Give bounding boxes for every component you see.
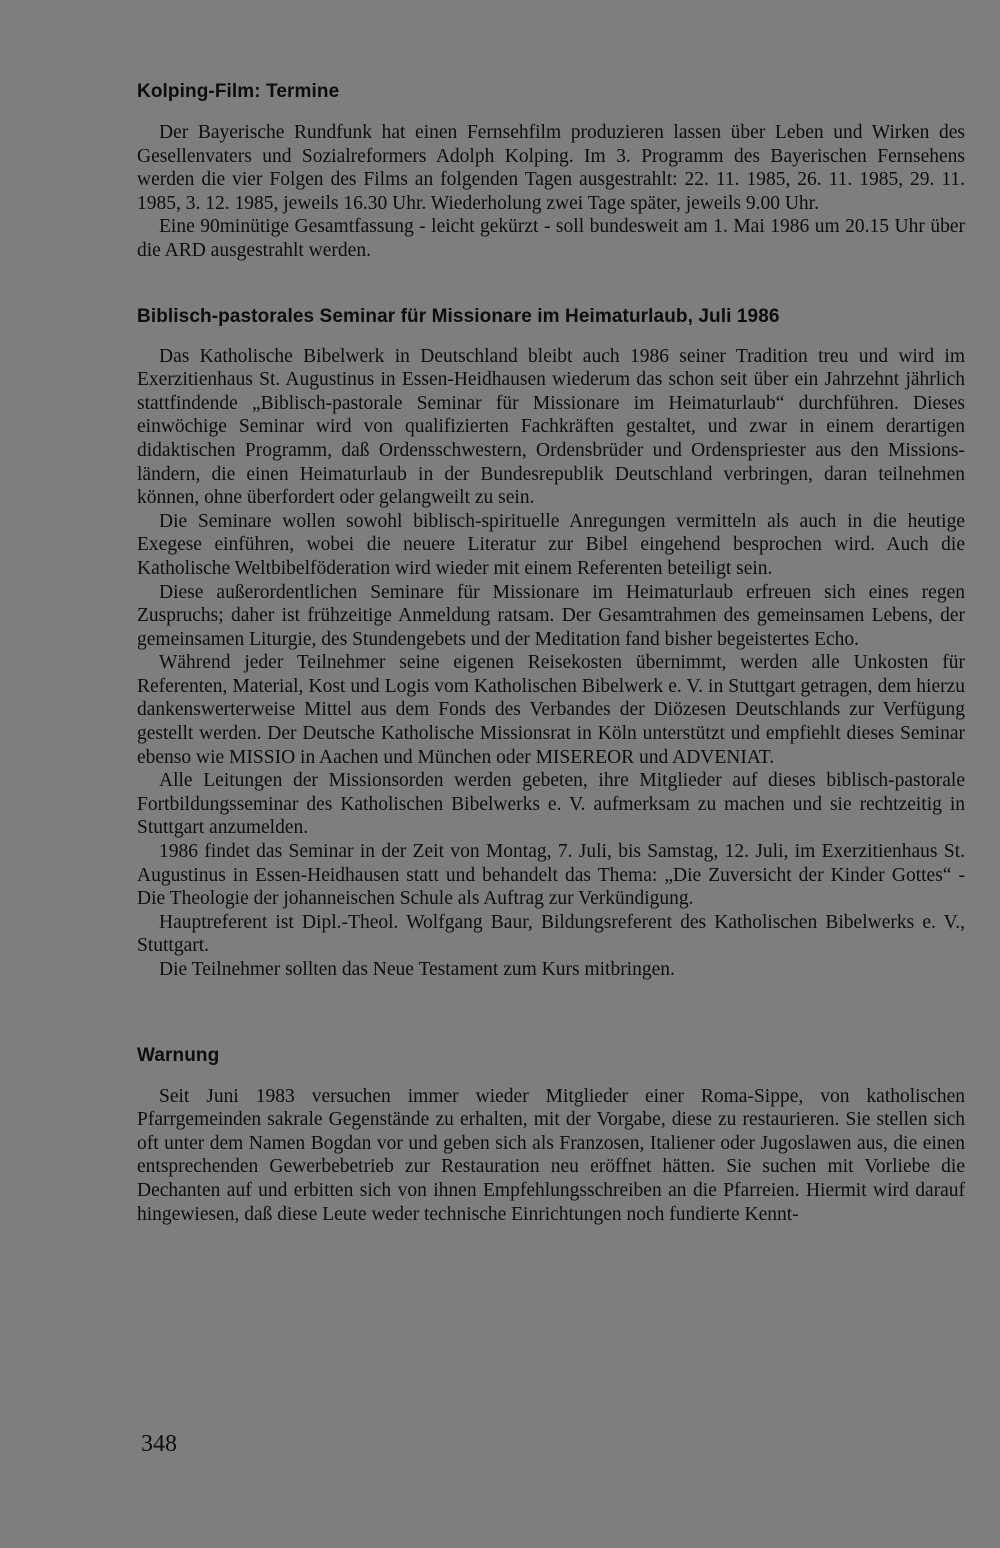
paragraph: Eine 90minütige Gesamtfassung - leicht gekürzt - soll bundesweit am 1. Mai 1986 um 20.15 Uhr über die ARD ausgestrahlt werden. — [137, 216, 965, 261]
paragraph: Die Seminare wollen sowohl biblisch-spirituelle Anregungen vermitteln als auch in die heutige Exegese einführen, wobei die neuere Literatur zur Bibel eingehend besprochen wird. Auch die Katholische Weltbibelföderation wird wieder mit einem Referenten beteiligt sein. — [137, 510, 965, 579]
paragraph: Hauptreferent ist Dipl.-Theol. Wolfgang Baur, Bildungsreferent des Katholischen Bibelwerks e. V., Stuttgart. — [137, 911, 965, 957]
section-heading: Warnung — [137, 1044, 220, 1066]
paragraph: Diese außerordentlichen Seminare für Missionare im Heimaturlaub erfreuen sich eines regen Zuspruchs; daher ist frühzeitige Anmeldung ratsam. Der Gesamtrahmen des gemeinsamen Lebens, der gemeinsamen Liturgie, des Stundengebets und der Meditation fand bisher begeistertes Echo. — [137, 581, 965, 650]
paragraph: Die Teilnehmer sollten das Neue Testament zum Kurs mitbringen. — [159, 959, 675, 980]
page-body — [137, 80, 965, 1226]
paragraph: Alle Leitungen der Missionsorden werden gebeten, ihre Mitglieder auf dieses biblisch-pastorale Fortbildungsseminar des Katholischen Bibelwerks e. V. aufmerksam zu machen und sie rechtzeitig in Stuttgart anzumelden. — [137, 770, 965, 839]
section-heading: Biblisch-pastorales Seminar für Missionare im Heimaturlaub, Juli 1986 — [137, 305, 780, 327]
section-heading: Kolping-Film: Termine — [137, 81, 340, 102]
section-kolping-film — [137, 80, 965, 263]
page-number: 348 — [141, 1431, 177, 1457]
paragraph: Seit Juni 1983 versuchen immer wieder Mitglieder einer Roma-Sippe, von katholischen Pfarrgemeinden sakrale Gegenstände zu erhalten, mit der Vorgabe, diese zu restaurieren. Sie stellen sich oft unter dem Namen Bogdan vor und geben sich als Franzosen, Italiener oder Jugoslawen aus, die einen entsprechenden Gewerbebetrieb zur Restauration neu eröffnet hätten. Sie suchen mit Vorliebe die Dechanten auf und erbitten sich von ihnen Empfehlungsschreiben an die Pfarreien. Hiermit wird darauf hingewiesen, daß diese Leute weder technische Einrichtungen noch fundierte Kennt- — [137, 1085, 965, 1225]
paragraph: 1986 findet das Seminar in der Zeit von Montag, 7. Juli, bis Samstag, 12. Juli, im Exerzitienhaus St. Augustinus in Essen-Heidhausen statt und behandelt das Thema: „Die Zuversicht der Kinder Gottes“ - Die Theologie der johanneischen Schule als Auftrag zur Verkündigung. — [137, 841, 965, 910]
paragraph: Während jeder Teilnehmer seine eigenen Reisekosten übernimmt, werden alle Unkosten für Referenten, Material, Kost und Logis vom Katholischen Bibelwerk e. V. in Stuttgart getragen, dem hierzu dankenswerterweise Mittel aus dem Fonds des Verbandes der Diözesen Deutschlands zur Verfügung gestellt werden. Der Deutsche Katholische Missionsrat in Köln unterstützt und empfiehlt dieses Seminar ebenso wie MISSIO in Aachen und München oder MISEREOR und ADVENIAT. — [137, 652, 965, 768]
paragraph: Der Bayerische Rundfunk hat einen Fernsehfilm produzieren lassen über Leben und Wirken des Gesellenvaters und Sozialreformers Adolph Kolping. Im 3. Programm des Bayerischen Fernsehens werden die vier Folgen des Films an folgenden Tagen ausgestrahlt: 22. 11. 1985, 26. 11. 1985, 29. 11. 1985, 3. 12. 1985, jeweils 16.30 Uhr. Wiederholung zwei Tage später, jeweils 9.00 Uhr. — [137, 122, 965, 214]
section-biblisch-pastorales-seminar — [137, 305, 965, 982]
section-warnung — [137, 1044, 965, 1227]
paragraph: Das Katholische Bibelwerk in Deutschland bleibt auch 1986 seiner Tradition treu und wird im Exerzitienhaus St. Augustinus in Essen-Heidhausen wiederum das schon seit über ein Jahrzehnt jährlich stattfindende „Biblisch-pastorale Seminar für Missionare im Heimaturlaub“ durchführen. Dieses einwöchige Seminar wird von qualifizierten Fachkräften gestaltet, und zwar in einem derartigen didaktischen Programm, daß Ordensschwestern, Ordensbrüder und Ordenspriester aus den Missionsländern, die einen Heimaturlaub in der Bundesrepublik Deutschland verbringen, daran teilnehmen können, ohne überfordert oder gelangweilt zu sein. — [137, 345, 965, 509]
